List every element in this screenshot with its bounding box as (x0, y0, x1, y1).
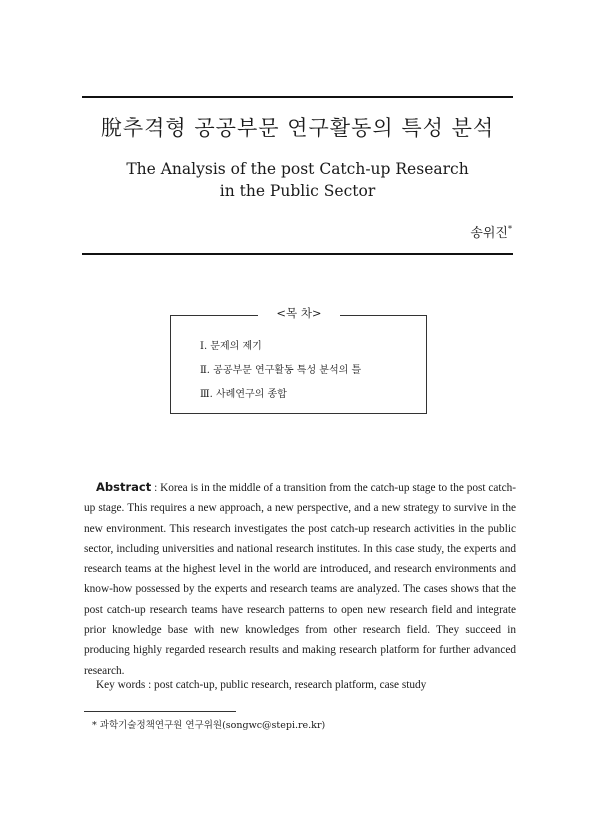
author (470, 222, 512, 241)
abstract-separator: : (151, 482, 161, 494)
bottom-rule (82, 253, 513, 255)
paper-title-korean: 脫추격형 공공부문 연구활동의 특성 분석 (100, 116, 495, 140)
author-footnote-mark: * (508, 224, 512, 234)
title-english-line2: in the Public Sector (219, 182, 376, 200)
paper-title-english (82, 158, 513, 202)
toc-list (200, 335, 361, 407)
abstract-label: Abstract (96, 480, 152, 494)
footnote-rule (84, 711, 236, 712)
toc-heading: <목 차> (258, 305, 340, 321)
author-name: 송위진 (470, 226, 508, 241)
abstract (84, 477, 516, 681)
top-rule (82, 96, 513, 98)
toc-item-3: Ⅲ. 사례연구의 종합 (200, 389, 287, 400)
toc-item-1: Ⅰ. 문제의 제기 (200, 341, 262, 352)
abstract-text: Korea is in the middle of a transition from the catch-up stage to the post catch-up stage. This requires a new approach, a new perspective, and a new strategy to survive in the new environment. This research investigates the post catch-up research activities in the public sector, including universities and national research institutes. In this case study, the experts and research teams at the highest level in the world are introduced, and research environments and know-how possessed by the experts and research teams are analyzed. The cases shows that the post catch-up research teams have research patterns to open new research field and integrate prior knowledge base with new knowledges from other research field. They succeed in producing highly regarded research results and making research platform for further advanced research. (84, 482, 516, 677)
footnote: * 과학기술정책연구원 연구위원(songwc@stepi.re.kr) (92, 720, 326, 731)
title-english-line1: The Analysis of the post Catch-up Research (126, 160, 469, 178)
keywords: Key words : post catch-up, public research, research platform, case study (96, 679, 427, 691)
toc-item-2: Ⅱ. 공공부문 연구활동 특성 분석의 틀 (200, 365, 362, 376)
